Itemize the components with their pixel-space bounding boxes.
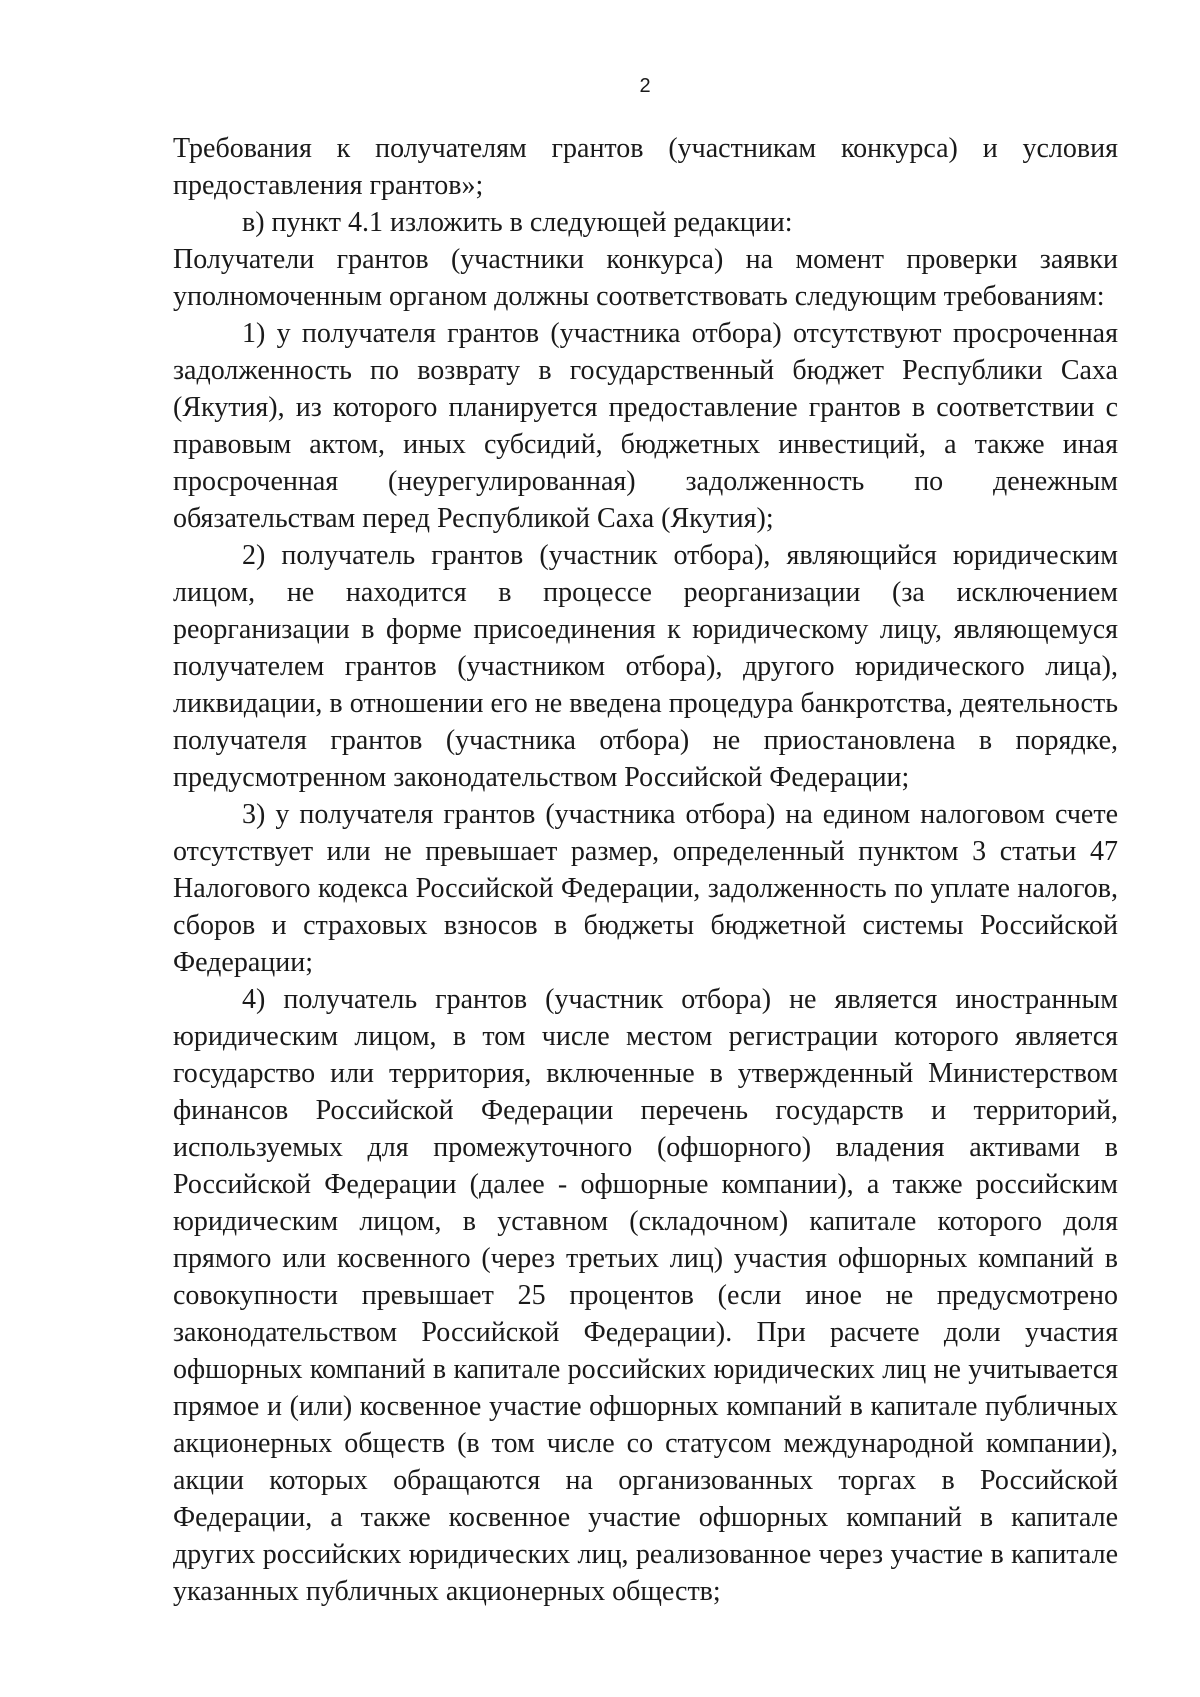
page-number: 2 <box>639 75 651 97</box>
paragraph-requirements-intro: Получатели грантов (участники конкурса) на момент проверки заявки уполномоченным органом должны соответствовать следующим требованиям: <box>173 244 1118 312</box>
paragraph-requirement-1: 1) у получателя грантов (участника отбора) отсутствуют просроченная задолженность по возврату в государственный бюджет Республики Саха (Якутия), из которого планируется предоставление грантов в соответствии с правовым актом, иных субсидий, бюджетных инвестиций, а также иная просроченная (неурегулированная) задолженность по денежным обязательствам перед Республикой Саха (Якутия); <box>173 318 1118 534</box>
document-body <box>173 130 1118 1610</box>
paragraph-requirement-4: 4) получатель грантов (участник отбора) не является иностранным юридическим лицом, в том числе местом регистрации которого является государство или территория, включенные в утвержденный Министерством финансов Российской Федерации перечень государств и территорий, используемых для промежуточного (офшорного) владения активами в Российской Федерации (далее - офшорные компании), а также российским юридическим лицом, в уставном (складочном) капитале которого доля прямого или косвенного (через третьих лиц) участия офшорных компаний в совокупности превышает 25 процентов (если иное не предусмотрено законодательством Российской Федерации). При расчете доли участия офшорных компаний в капитале российских юридических лиц не учитывается прямое и (или) косвенное участие офшорных компаний в капитале публичных акционерных обществ (в том числе со статусом международной компании), акции которых обращаются на организованных торгах в Российской Федерации, а также косвенное участие офшорных компаний в капитале других российских юридических лиц, реализованное через участие в капитале указанных публичных акционерных обществ; <box>173 984 1118 1607</box>
paragraph-amendment-intro: в) пункт 4.1 изложить в следующей редакции: <box>242 207 793 238</box>
paragraph-section-title-continuation: Требования к получателям грантов (участникам конкурса) и условия предоставления грантов»; <box>173 133 1118 201</box>
paragraph-requirement-3: 3) у получателя грантов (участника отбора) на едином налоговом счете отсутствует или не превышает размер, определенный пунктом 3 статьи 47 Налогового кодекса Российской Федерации, задолженность по уплате налогов, сборов и страховых взносов в бюджеты бюджетной системы Российской Федерации; <box>173 799 1118 978</box>
paragraph-requirement-2: 2) получатель грантов (участник отбора), являющийся юридическим лицом, не находится в процессе реорганизации (за исключением реорганизации в форме присоединения к юридическому лицу, являющемуся получателем грантов (участником отбора), другого юридического лица), ликвидации, в отношении его не введена процедура банкротства, деятельность получателя грантов (участника отбора) не приостановлена в порядке, предусмотренном законодательством Российской Федерации; <box>173 540 1118 793</box>
